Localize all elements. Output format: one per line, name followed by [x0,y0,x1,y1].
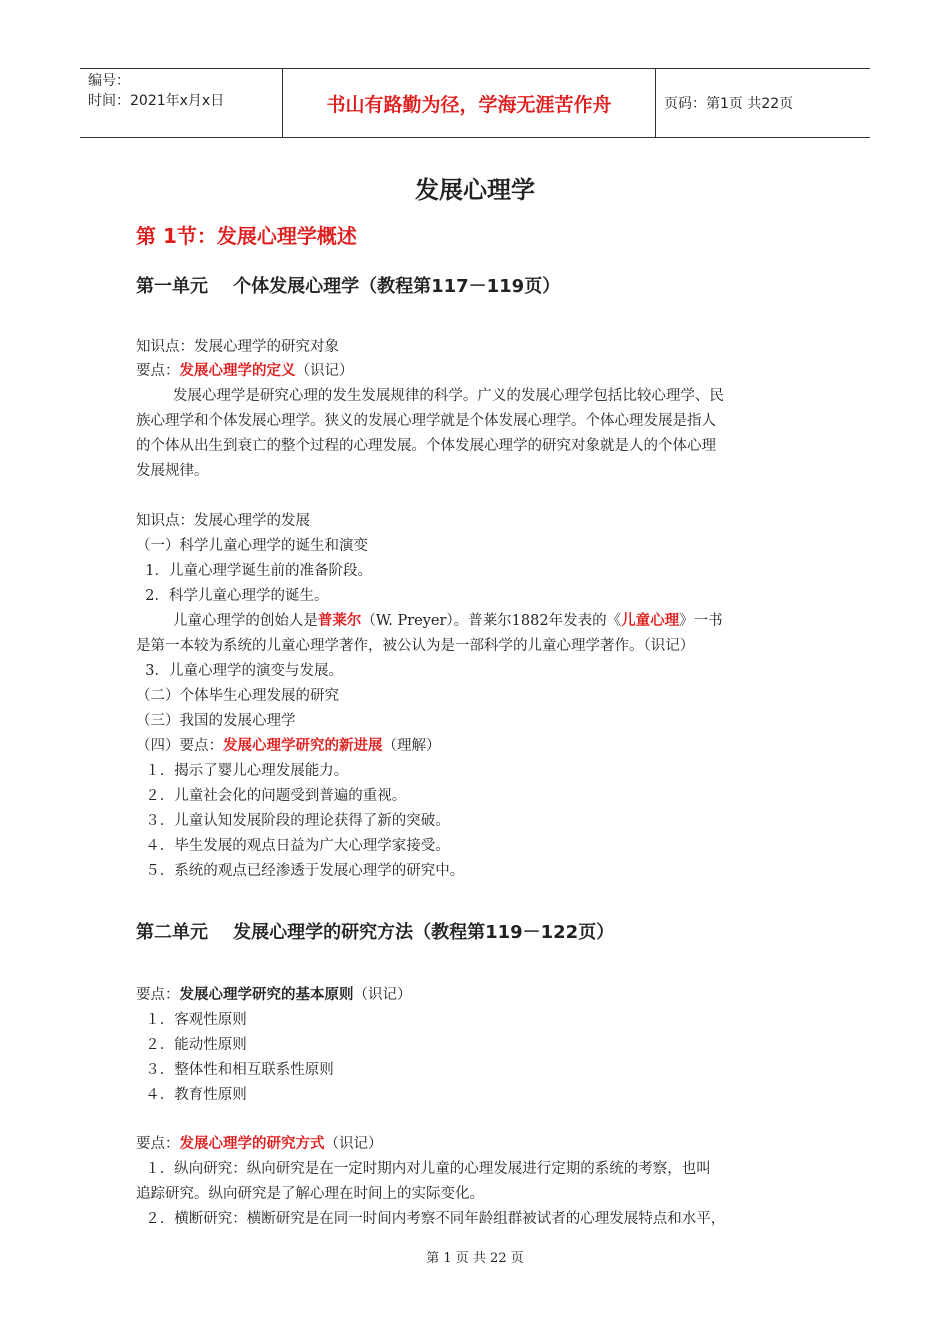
list-item: 2．科学儿童心理学的诞生。 [136,588,329,604]
list-item: 3．儿童心理学的演变与发展。 [136,663,343,679]
text-run: 儿童心理学的创始人是 [136,613,318,629]
text-run: （W. Preyer）。普莱尔1882年发表的《 [361,613,622,629]
list-item: ３．整体性和相互联系性原则 [136,1062,334,1078]
list-item: ３．儿童认知发展阶段的理论获得了新的突破。 [136,813,450,829]
knowledge-point: 知识点：发展心理学的研究对象 [136,339,339,355]
list-item: （二）个体毕生心理发展的研究 [136,688,339,704]
page-header [80,68,870,138]
key-point [136,1134,383,1154]
page-footer: 第 1 页 共 22 页 [426,1251,524,1266]
paragraph-line: 族心理学和个体发展心理学。狭义的发展心理学就是个体发展心理学。个体心理发展是指人 [136,413,716,429]
unit-heading-1: 第一单元 个体发展心理学（教程第117－119页） [136,276,561,297]
key-label: 要点： [136,363,180,379]
paragraph-line: 发展心理学是研究心理的发生发展规律的科学。广义的发展心理学包括比较心理学、民 [136,388,724,404]
paragraph-line: 追踪研究。纵向研究是了解心理在时间上的实际变化。 [136,1186,484,1202]
key-note: （识记） [295,363,354,379]
list-item: ２．儿童社会化的问题受到普遍的重视。 [136,788,407,804]
key-term: 普莱尔 [317,613,362,629]
header-motto: 书山有路勤为径，学海无涯苦作舟 [282,69,656,137]
knowledge-point: 知识点：发展心理学的发展 [136,513,310,529]
key-term: 发展心理学的研究方式 [179,1136,325,1152]
list-item: （一）科学儿童心理学的诞生和演变 [136,538,368,554]
unit-heading-2: 第二单元 发展心理学的研究方法（教程第119－122页） [136,922,615,943]
key-term: 儿童心理 [621,613,680,629]
list-item: ４．毕生发展的观点日益为广大心理学家接受。 [136,838,450,854]
document-title: 发展心理学 [415,176,535,204]
key-label: 要点： [136,987,180,1003]
doc-number-label: 编号： [88,73,130,89]
paragraph-line [136,611,723,631]
list-item: １．纵向研究：纵向研究是在一定时期内对儿童的心理发展进行定期的系统的考察，也叫 [136,1161,711,1177]
doc-time-label: 时间：2021年x月x日 [88,93,225,109]
key-note: （识记） [353,987,412,1003]
list-item: ２．能动性原则 [136,1037,247,1053]
list-item: （三）我国的发展心理学 [136,713,296,729]
paragraph-line: 是第一本较为系统的儿童心理学著作，被公认为是一部科学的儿童心理学著作。（识记） [136,638,695,654]
key-label: 要点： [136,1136,180,1152]
key-term: 发展心理学的定义 [179,363,296,379]
key-note: （理解） [382,738,441,754]
paragraph-line: 的个体从出生到衰亡的整个过程的心理发展。个体发展心理学的研究对象就是人的个体心理 [136,438,716,454]
list-item: １．揭示了婴儿心理发展能力。 [136,763,349,779]
header-page-code: 页码：第1页 共22页 [664,96,794,112]
key-term: 发展心理学研究的基本原则 [179,987,354,1003]
list-item: ５．系统的观点已经渗透于发展心理学的研究中。 [136,863,465,879]
section-heading: 第 1节：发展心理学概述 [136,224,357,248]
list-item: 1．儿童心理学诞生前的准备阶段。 [136,563,372,579]
key-point [136,985,412,1005]
key-label: （四）要点： [136,738,223,754]
key-note: （识记） [324,1136,383,1152]
paragraph-line: 发展规律。 [136,463,209,479]
key-term: 发展心理学研究的新进展 [223,738,383,754]
key-point [136,736,441,756]
header-meta [80,69,280,137]
text-run: 》一书 [679,613,723,629]
list-item: １．客观性原则 [136,1012,247,1028]
list-item: ４．教育性原则 [136,1087,247,1103]
key-point [136,361,354,381]
list-item: ２．横断研究：横断研究是在同一时间内考察不同年龄组群被试者的心理发展特点和水平， [136,1211,726,1227]
